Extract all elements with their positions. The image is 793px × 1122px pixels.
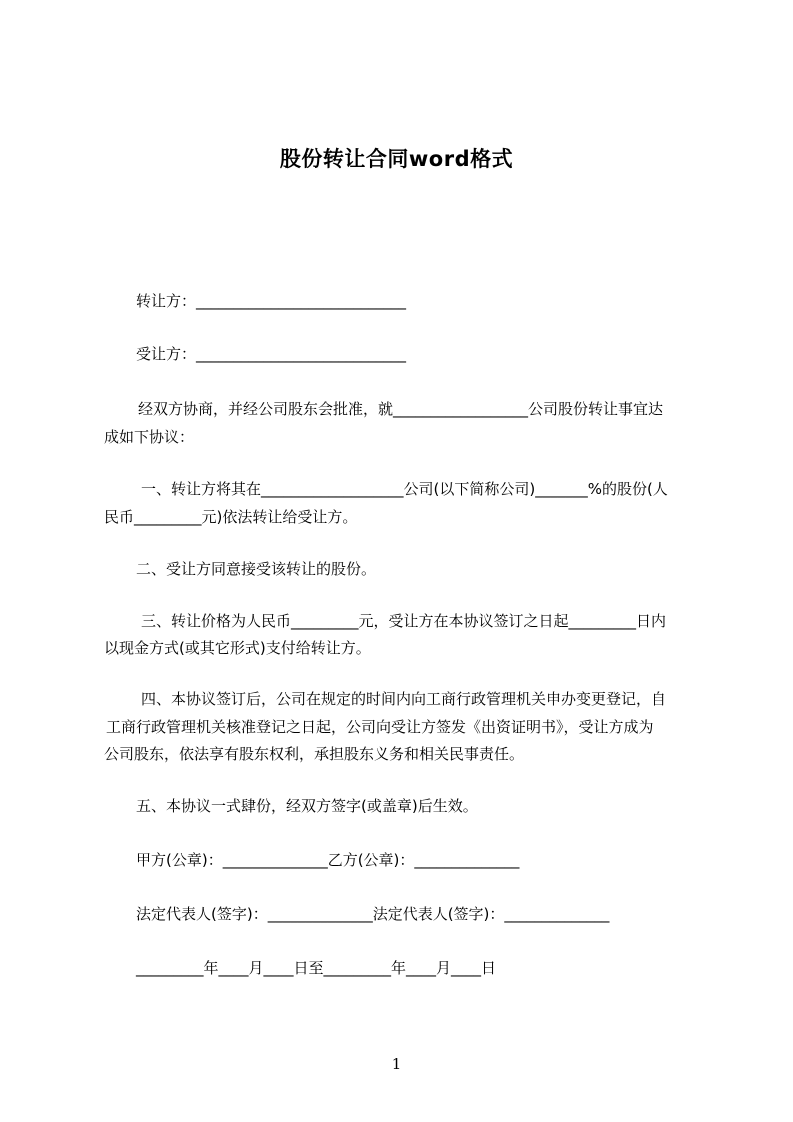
article-4-line-3: 公司股东，依法享有股东权利，承担股东义务和相关民事责任。 xyxy=(104,745,525,763)
article-5: 五、本协议一式肆份，经双方签字(或盖章)后生效。 xyxy=(136,797,478,815)
representative-line: 法定代表人(签字)：______________法定代表人(签字)：______________ xyxy=(136,905,610,923)
article-1-line-1: 一、转让方将其在___________________公司(以下简称公司)_______%的股份(人 xyxy=(141,480,668,498)
transferee-line: 受让方：____________________________ xyxy=(136,345,407,363)
intro-line-1: 经双方协商，并经公司股东会批准，就__________________公司股份转让事宜达 xyxy=(138,400,664,418)
article-3-line-1: 三、转让价格为人民币_________元，受让方在本协议签订之日起_________日内 xyxy=(141,612,667,630)
article-3-line-2: 以现金方式(或其它形式)支付给转让方。 xyxy=(104,639,371,657)
page-number: 1 xyxy=(391,1055,402,1073)
article-2: 二、受让方同意接受该转让的股份。 xyxy=(136,560,377,578)
intro-line-2: 成如下协议： xyxy=(104,428,195,446)
document-title: 股份转让合同word格式 xyxy=(279,147,514,171)
article-4-line-2: 工商行政管理机关核准登记之日起，公司向受让方签发《出资证明书》，受让方成为 xyxy=(106,718,654,736)
article-1-line-2: 民币_________元)依法转让给受让方。 xyxy=(104,508,358,526)
date-line: _________年____月____日至_________年____月____日 xyxy=(136,959,497,977)
transferor-line: 转让方：____________________________ xyxy=(136,292,407,310)
seal-line: 甲方(公章)：______________乙方(公章)：______________ xyxy=(136,851,520,869)
article-4-line-1: 四、本协议签订后，公司在规定的时间内向工商行政管理机关申办变更登记，自 xyxy=(141,690,667,708)
